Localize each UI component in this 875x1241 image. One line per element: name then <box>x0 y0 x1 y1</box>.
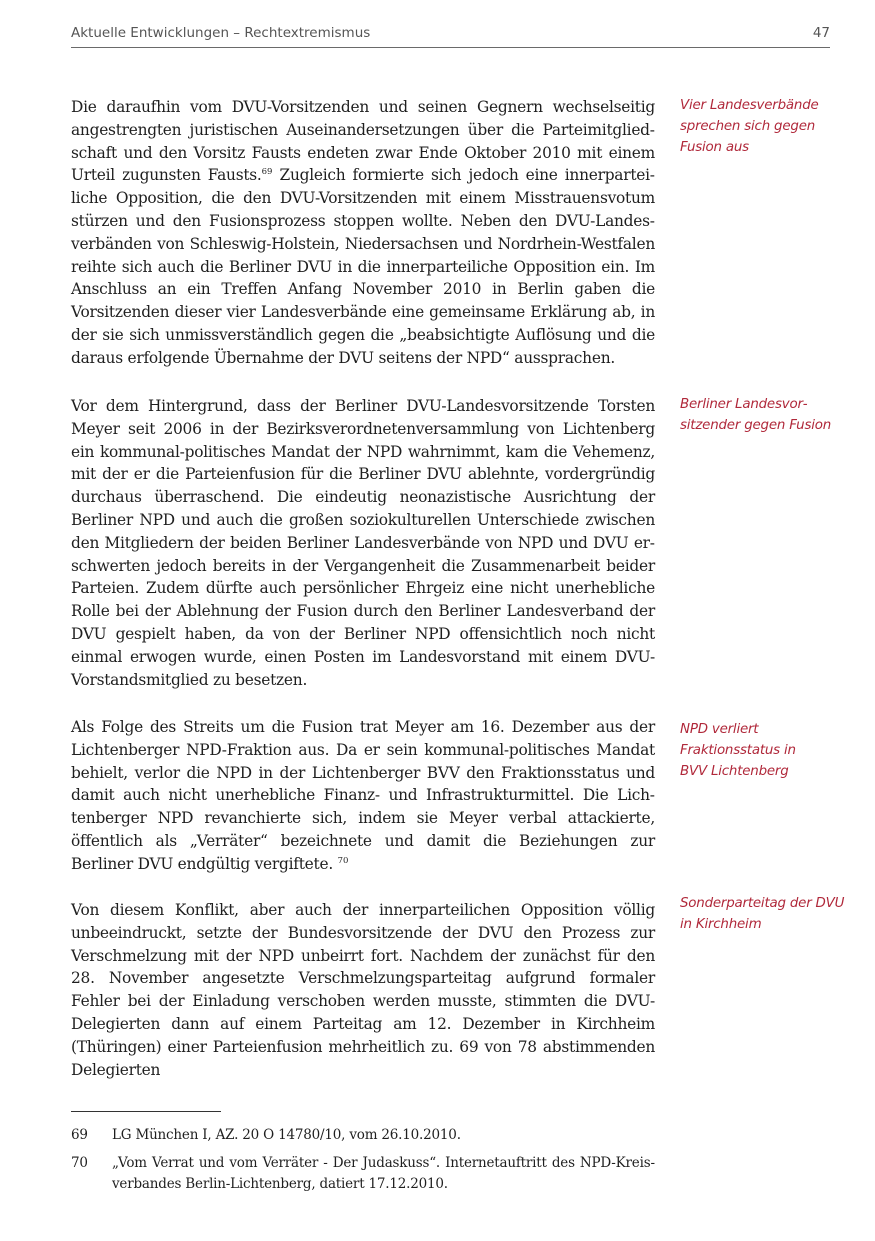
footnote-69-text: LG München I, AZ. 20 O 14780/10, vom 26.10.2010. <box>112 1127 461 1143</box>
margin-note-sonderparteitag: Sonderparteitag der DVU in Kirchheim <box>680 896 845 932</box>
running-header <box>71 22 830 48</box>
footnote-ref-70[interactable]: 70 <box>337 855 349 866</box>
paragraph-2-text: Vor dem Hintergrund, dass der Berliner DVU-Landesvorsitzende Torsten Meyer seit 2006 in der Bezirksverordnetenversammlung von Lichtenberg ein kommunal-politisches Mandat der NPD wahrnimmt, kam die Vehemenz, mit der er die Parteienfusion für die Berliner DVU ablehnte, vordergründig durchaus überraschend. Die eindeutig neonazistische Ausrichtung der Berliner NPD und auch die großen soziokulturellen Unterschiede zwischen den Mitgliedern der beiden Berliner Landesverbände von NPD und DVU erschwerten jedoch bereits in der Vergangenheit die Zusammenarbeit beider Parteien. Zudem dürfte auch persönlicher Ehrgeiz eine nicht unerhebliche Rolle bei der Ablehnung der Fusion durch den Berliner Landesverband der DVU gespielt haben, da von der Berliner NPD offensichtlich noch nicht einmal erwogen wurde, einen Posten im Landesvorstand mit einem DVU-Vorstandsmitglied zu besetzen. <box>71 397 655 689</box>
margin-note-fraktionsstatus: NPD verliert Fraktionsstatus in BVV Lichtenberg <box>680 722 796 779</box>
footnote-70-text: „Vom Verrat und vom Verräter - Der Judaskuss“. Internetauftritt des NPD-Kreisverbandes Berlin-Lichtenberg, datiert 17.12.2010. <box>112 1155 655 1192</box>
footnote-ref-69[interactable]: 69 <box>261 167 273 178</box>
footnote-divider <box>71 1111 221 1112</box>
paragraph-3-text: Als Folge des Streits um die Fusion trat Meyer am 16. Dezember aus der Lichtenberger NPD-Fraktion aus. Da er sein kommunal-politisches Mandat behielt, verlor die NPD in der Lichtenberger BVV den Fraktionsstatus und damit auch nicht unerhebliche Finanz- und Infrastrukturmittel. Die Lichtenberger NPD revanchierte sich, indem sie Meyer verbal attackierte, öffentlich als „Verräter“ bezeichnete und damit die Beziehungen zur Berliner DVU endgültig vergiftete. <box>71 718 655 873</box>
footnote-70-number: 70 <box>71 1155 88 1171</box>
footnote-69-number: 69 <box>71 1127 88 1143</box>
paragraph-4-text: Von diesem Konflikt, aber auch der innerparteilichen Opposition völlig unbeeindruckt, setzte der Bundesvorsitzende der DVU den Prozess zur Verschmelzung mit der NPD unbeirrt fort. Nachdem der zunächst für den 28. November angesetzte Verschmelzungsparteitag aufgrund formaler Fehler bei der Einladung verschoben werden musste, stimmten die DVU-Delegierten dann auf einem Parteitag am 12. Dezember in Kirchheim (Thüringen) einer Parteienfusion mehrheitlich zu. 69 von 78 abstimmenden Delegierten <box>71 901 655 1079</box>
page-number: 47 <box>812 25 830 41</box>
paragraph-4 <box>71 899 655 1081</box>
paragraph-1 <box>71 96 655 370</box>
margin-note-berliner-vorsitzender: Berliner Landesvorsitzender gegen Fusion <box>680 397 832 433</box>
paragraph-1-text: Die daraufhin vom DVU-Vorsitzenden und seinen Gegnern wechselseitig angestrengten juristischen Auseinandersetzungen über die Parteimitgliedschaft und den Vorsitz Fausts endeten zwar Ende Oktober 2010 mit einem Urteil zugunsten Fausts. <box>71 98 655 185</box>
margin-note-landesverbaende: Vier Landesverbände sprechen sich gegen Fusion aus <box>680 98 819 155</box>
paragraph-1-text-continued: Zugleich formierte sich jedoch eine innerparteiliche Opposition, die den DVU-Vorsitzenden mit einem Misstrauensvotum stürzen und den Fusionsprozess stoppen wollte. Neben den DVU-Landesverbänden von Schleswig-Holstein, Niedersachsen und Nordrhein-Westfalen reihte sich auch die Berliner DVU in die innerparteiliche Opposition ein. Im Anschluss an ein Treffen Anfang November 2010 in Berlin gaben die Vorsitzenden dieser vier Landesverbände eine gemeinsame Erklärung ab, in der sie sich unmissverständlich gegen die „beabsichtigte Auflösung und die daraus erfolgende Übernahme der DVU seitens der NPD“ aussprachen. <box>71 166 655 367</box>
header-title: Aktuelle Entwicklungen – Rechtextremismus <box>71 25 371 41</box>
paragraph-2 <box>71 395 655 691</box>
paragraph-3 <box>71 716 655 876</box>
